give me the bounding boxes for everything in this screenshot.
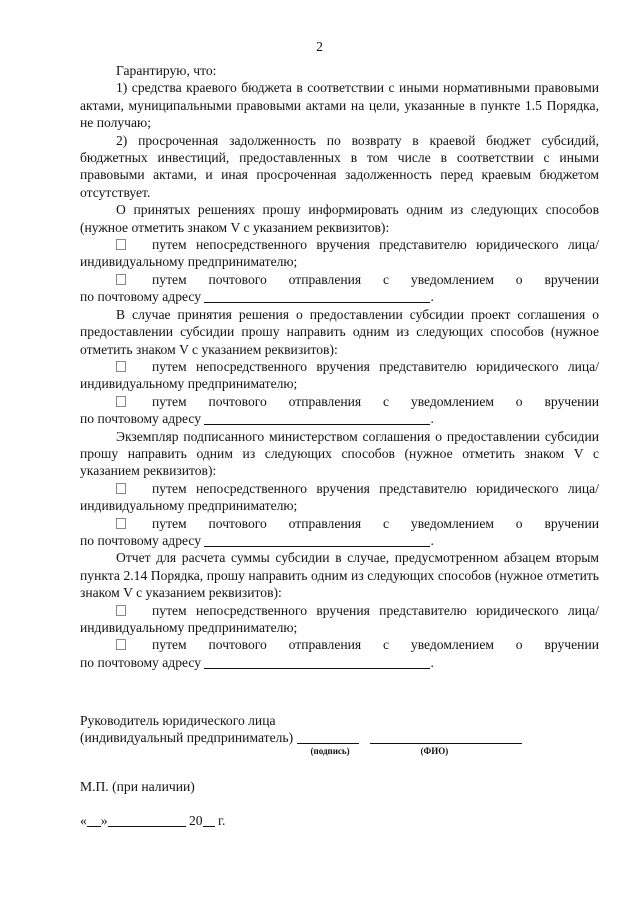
section-1-option-mail: путем почтового отправления с уведомлением о вручении — [80, 271, 599, 288]
signature-field[interactable] — [297, 730, 359, 744]
section-1-address: по почтовому адресу . — [80, 289, 434, 305]
section-1-intro: О принятых решениях прошу информировать одним из следующих способов (нужное отметить знаком V с указанием реквизитов): — [80, 202, 599, 235]
guarantee-item-2: 2) просроченная задолженность по возврату в краевой бюджет субсидий, бюджетных инвестиций, предоставленных в том числе в соответствии с иными правовыми актами, и иная просроченная задолженность перед краевым бюджетом отсутствует. — [80, 132, 599, 200]
section-3-address: по почтовому адресу . — [80, 532, 434, 548]
checkbox[interactable] — [116, 639, 126, 650]
section-4-option-direct: путем непосредственного вручения представителю юридического лица/индивидуальному предпринимателю; — [80, 602, 599, 635]
date-line: « » 20 г. — [80, 813, 226, 828]
checkbox[interactable] — [116, 361, 126, 372]
address-field[interactable] — [204, 655, 430, 669]
section-2-option-mail: путем почтового отправления с уведомлением о вручении — [80, 393, 599, 410]
checkbox[interactable] — [116, 396, 126, 407]
page-number: 2 — [316, 39, 323, 54]
year-field[interactable] — [203, 813, 215, 827]
signatory-title: Руководитель юридического лица — [80, 713, 276, 728]
checkbox[interactable] — [116, 239, 126, 250]
guarantee-intro: Гарантирую, что: — [116, 63, 217, 78]
guarantee-item-1: 1) средства краевого бюджета в соответствии с иными нормативными правовыми актами, муниципальными правовыми актами на цели, указанные в пункте 1.5 Порядка, не получаю; — [80, 80, 599, 131]
day-field[interactable] — [87, 813, 101, 827]
name-caption: (ФИО) — [420, 746, 449, 757]
section-2-intro: В случае принятия решения о предоставлении субсидии проект соглашения о предоставлении субсидии прошу направить одним из следующих способов (нужное отметить знаком V с указанием реквизитов): — [80, 306, 599, 357]
signature-caption: (подпись) — [310, 746, 350, 757]
section-3-option-direct: путем непосредственного вручения представителю юридического лица/индивидуальному предпринимателю; — [80, 480, 599, 514]
signatory-line: (индивидуальный предприниматель) (подпись) (ФИО) — [80, 729, 600, 746]
section-2-address: по почтовому адресу . — [80, 411, 434, 427]
signature-blanks — [297, 729, 522, 757]
month-field[interactable] — [108, 813, 186, 827]
checkbox[interactable] — [116, 605, 126, 616]
section-4-option-mail: путем почтового отправления с уведомлением о вручении — [80, 636, 599, 653]
section-1-option-direct: путем непосредственного вручения представителю юридического лица/индивидуальному предпринимателю; — [80, 237, 599, 270]
address-field[interactable] — [204, 533, 430, 547]
section-2-option-direct: путем непосредственного вручения представителю юридического лица/индивидуальному предпринимателю; — [80, 358, 599, 392]
checkbox[interactable] — [116, 518, 126, 529]
checkbox[interactable] — [116, 483, 126, 494]
section-4-address: по почтовому адресу . — [80, 654, 434, 670]
section-4-intro: Отчет для расчета суммы субсидии в случае, предусмотренном абзацем вторым пункта 2.14 Порядка, прошу направить одним из следующих способов (нужное отметить знаком V с указанием реквизитов): — [80, 550, 599, 601]
section-3-option-mail: путем почтового отправления с уведомлением о вручении — [80, 515, 599, 532]
name-field[interactable] — [370, 730, 522, 744]
checkbox[interactable] — [116, 274, 126, 285]
address-field[interactable] — [204, 411, 430, 425]
document-body — [80, 62, 599, 671]
section-3-intro: Экземпляр подписанного министерством соглашения о предоставлении субсидии прошу направить одним из следующих способов (нужное отметить знаком V с указанием реквизитов): — [80, 428, 599, 479]
seal-note: М.П. (при наличии) — [80, 779, 195, 794]
signature-block — [80, 712, 600, 757]
address-field[interactable] — [204, 289, 430, 303]
